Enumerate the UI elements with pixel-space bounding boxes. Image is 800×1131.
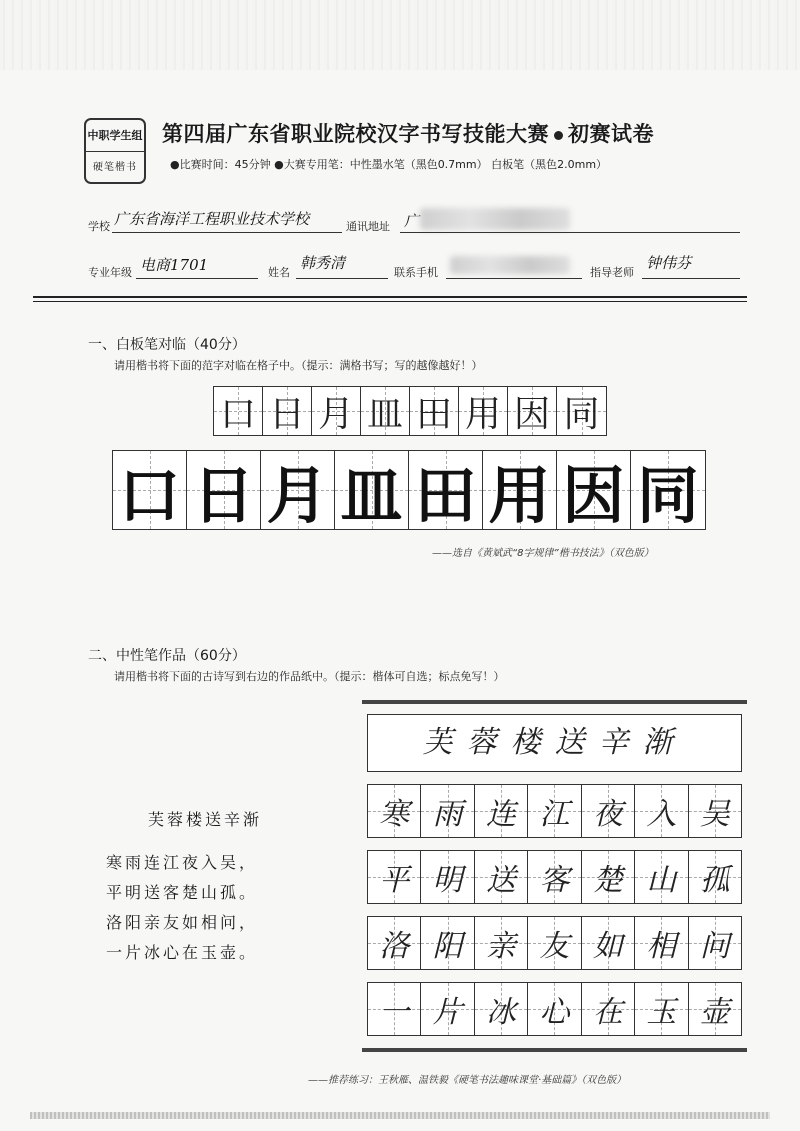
section2-heading: 二、中性笔作品（60分） — [88, 648, 246, 664]
work-cell[interactable]: 阳 — [421, 917, 474, 969]
major-label: 专业年级 — [88, 266, 132, 279]
work-cell[interactable]: 片 — [421, 983, 474, 1035]
major-underline — [136, 278, 258, 279]
copy-cell[interactable]: 田 — [410, 387, 459, 435]
phone-redaction — [450, 256, 570, 274]
copy-cell[interactable]: 口 — [214, 387, 263, 435]
work-cell[interactable]: 客 — [528, 851, 581, 903]
title-main: 第四届广东省职业院校汉字书写技能大赛 — [162, 122, 549, 146]
work-cell[interactable]: 亲 — [475, 917, 528, 969]
copy-cell[interactable]: 用 — [459, 387, 508, 435]
school-underline — [112, 232, 342, 233]
work-row — [367, 982, 742, 1036]
poem-line: 平明送客楚山孤。 — [106, 883, 259, 902]
section1-heading: 一、白板笔对临（40分） — [88, 337, 246, 353]
work-cell[interactable]: 洛 — [368, 917, 421, 969]
model-cell: 因 — [557, 451, 631, 529]
work-row — [367, 784, 742, 838]
section1-instruction: 请用楷书将下面的范字对临在格子中。（提示：满格书写；写的越像越好！） — [114, 359, 483, 372]
work-cell[interactable]: 平 — [368, 851, 421, 903]
work-cell[interactable]: 楚 — [582, 851, 635, 903]
work-paper — [362, 700, 747, 1060]
work-cell[interactable]: 心 — [528, 983, 581, 1035]
copy-cell[interactable]: 月 — [312, 387, 361, 435]
work-cell[interactable]: 冰 — [475, 983, 528, 1035]
work-cell[interactable]: 玉 — [635, 983, 688, 1035]
school-label: 学校 — [88, 220, 110, 233]
badge-script: 硬笔楷书 — [93, 162, 137, 173]
model-cell: 同 — [631, 451, 705, 529]
work-cell[interactable]: 送 — [475, 851, 528, 903]
teacher-label: 指导老师 — [590, 266, 634, 279]
address-redaction — [420, 208, 570, 230]
teacher-underline — [642, 278, 740, 279]
exam-info: ●比赛时间：45分钟 ●大赛专用笔：中性墨水笔（黑色0.7mm） 白板笔（黑色2.0mm） — [170, 158, 608, 171]
work-row — [367, 850, 742, 904]
work-cell[interactable]: 雨 — [421, 785, 474, 837]
title-sub: 初赛试卷 — [568, 122, 654, 146]
name-label: 姓名 — [268, 266, 290, 279]
phone-underline — [446, 278, 582, 279]
work-cell[interactable]: 一 — [368, 983, 421, 1035]
badge-group: 中职学生组 — [86, 120, 144, 152]
copy-grid — [213, 386, 607, 436]
work-cell[interactable]: 连 — [475, 785, 528, 837]
work-cell[interactable]: 如 — [582, 917, 635, 969]
poem-line: 一片冰心在玉壶。 — [106, 943, 259, 962]
copy-cell[interactable]: 因 — [508, 387, 557, 435]
header-divider — [33, 296, 747, 302]
model-cell: 田 — [409, 451, 483, 529]
address-underline — [400, 232, 740, 233]
copy-cell[interactable]: 同 — [557, 387, 606, 435]
section2-credit: ——推荐练习：王秋雁、温铁毅《硬笔书法趣味课堂·基础篇》（双色版） — [308, 1075, 627, 1086]
work-cell[interactable]: 壶 — [689, 983, 741, 1035]
work-cell[interactable]: 孤 — [689, 851, 741, 903]
major-value: 电商1701 — [140, 256, 209, 274]
work-cell[interactable]: 吴 — [689, 785, 741, 837]
scan-noise-top — [0, 0, 800, 70]
title-dot-icon — [554, 131, 563, 140]
model-cell: 口 — [113, 451, 187, 529]
address-label: 通讯地址 — [346, 220, 390, 233]
work-cell[interactable]: 江 — [528, 785, 581, 837]
model-grid — [112, 450, 706, 530]
address-value: 广 — [404, 212, 420, 230]
poem-line: 寒雨连江夜入吴， — [106, 853, 259, 872]
work-cell[interactable]: 夜 — [582, 785, 635, 837]
school-value: 广东省海洋工程职业技术学校 — [114, 210, 310, 228]
work-cell[interactable]: 明 — [421, 851, 474, 903]
name-value: 韩秀清 — [300, 254, 346, 272]
section1-credit: ——选自《黄斌武“8字规律”楷书技法》（双色版） — [432, 548, 654, 559]
work-cell[interactable]: 寒 — [368, 785, 421, 837]
group-badge — [84, 118, 146, 184]
section2-instruction: 请用楷书将下面的古诗写到右边的作品纸中。（提示：楷体可自选；标点免写！） — [114, 670, 505, 683]
work-row — [367, 916, 742, 970]
phone-label: 联系手机 — [394, 266, 438, 279]
copy-cell[interactable]: 皿 — [361, 387, 410, 435]
scan-noise-bottom — [30, 1112, 770, 1119]
page-title — [162, 118, 654, 148]
work-cell[interactable]: 相 — [635, 917, 688, 969]
model-cell: 用 — [483, 451, 557, 529]
copy-cell[interactable]: 日 — [263, 387, 312, 435]
work-title[interactable]: 芙蓉楼送辛渐 — [367, 714, 742, 772]
poem-title: 芙蓉楼送辛渐 — [148, 810, 263, 829]
teacher-value: 钟伟芬 — [646, 254, 692, 272]
work-cell[interactable]: 问 — [689, 917, 741, 969]
work-cell[interactable]: 在 — [582, 983, 635, 1035]
model-cell: 日 — [187, 451, 261, 529]
model-cell: 月 — [261, 451, 335, 529]
paper-top-bar — [362, 700, 747, 704]
poem-line: 洛阳亲友如相问， — [106, 913, 259, 932]
name-underline — [296, 278, 388, 279]
paper-bottom-bar — [362, 1048, 747, 1052]
work-cell[interactable]: 入 — [635, 785, 688, 837]
work-cell[interactable]: 山 — [635, 851, 688, 903]
model-cell: 皿 — [335, 451, 409, 529]
work-cell[interactable]: 友 — [528, 917, 581, 969]
